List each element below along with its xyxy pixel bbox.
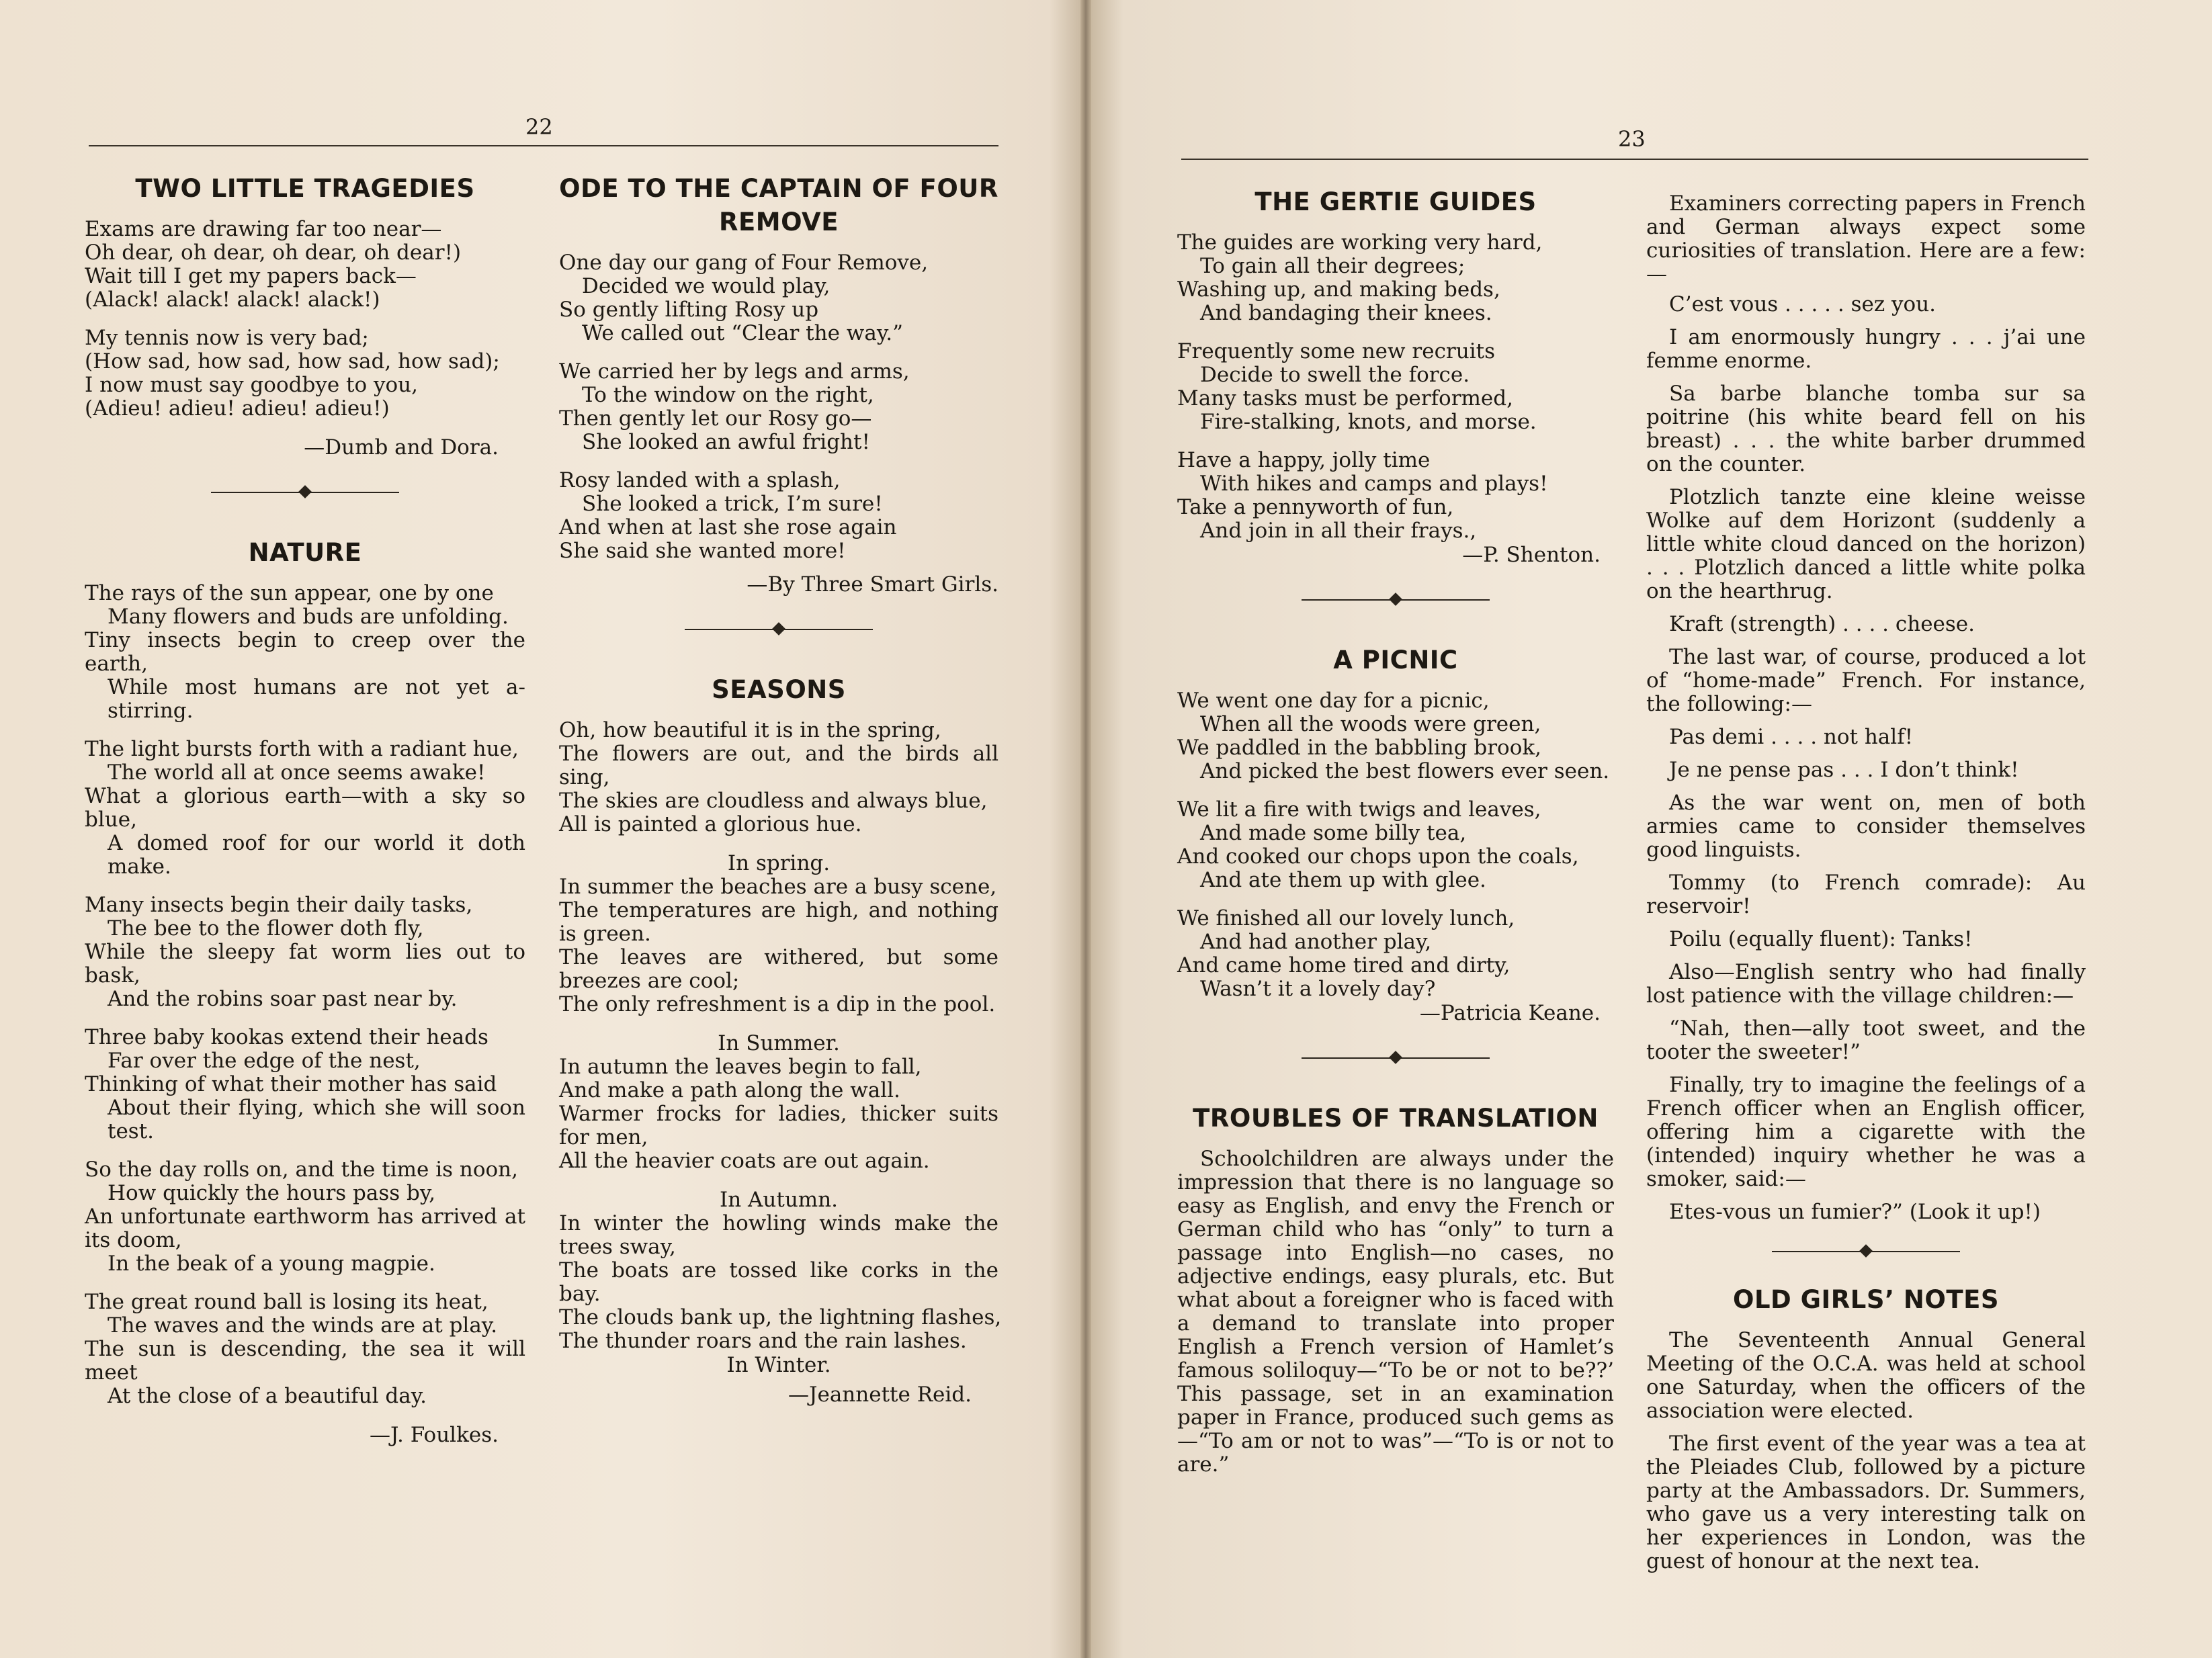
- poem-line: And make a path along the wall.: [559, 1078, 900, 1102]
- stanza: [559, 469, 998, 563]
- paragraph: As the war went on, men of both armies came to consider themselves good linguists.: [1646, 791, 2086, 862]
- poem-line: Many insects begin their daily tasks,: [85, 893, 473, 917]
- section-divider: [211, 482, 399, 503]
- paragraph: Also—English sentry who had finally lost patience with the village children:—: [1646, 960, 2086, 1008]
- poem-line: Wasn’t it a lovely day?: [1200, 977, 1436, 1001]
- season-label: In Winter.: [726, 1353, 831, 1377]
- poem-line: And ate them up with glee.: [1200, 868, 1486, 892]
- poem-line: The rays of the sun appear, one by one: [85, 581, 494, 605]
- poem-line: And when at last she rose again: [559, 515, 897, 539]
- poem-line: All the heavier coats are out again.: [559, 1149, 930, 1173]
- poem-line: We carried her by legs and arms,: [559, 359, 910, 384]
- poem-line: One day our gang of Four Remove,: [559, 251, 929, 275]
- paragraph: Tommy (to French comrade): Au reservoir!: [1646, 871, 2086, 918]
- stanza: [559, 1211, 1002, 1353]
- header-rule-left: [89, 145, 998, 146]
- poem-line: We finished all our lovely lunch,: [1177, 906, 1515, 930]
- poem-line: A domed roof for our world it doth make.: [108, 831, 525, 879]
- poem-line: The world all at once seems awake!: [108, 760, 486, 785]
- poem-line: My tennis now is very bad;: [85, 326, 369, 350]
- poem-line: We lit a fire with twigs and leaves,: [1177, 797, 1541, 822]
- paragraph: The first event of the year was a tea at the Pleiades Club, followed by a picture party at the Ambassadors. Dr. Summers, who gave us a very interesting talk on her experiences in London, was the guest of honour at the next tea.: [1646, 1432, 2086, 1573]
- stanza: [85, 582, 525, 723]
- paragraph: Poilu (equally fluent): Tanks!: [1669, 927, 1973, 951]
- translation-intro: [1177, 1147, 1614, 1477]
- poem-line: And came home tired and dirty,: [1177, 953, 1511, 977]
- stanza: [85, 738, 525, 879]
- poem-line: The temperatures are high, and nothing is green.: [559, 898, 998, 946]
- poem-line: The boats are tossed like corks in the bay.: [559, 1258, 998, 1306]
- poem-line: We went one day for a picnic,: [1177, 689, 1490, 713]
- section-divider: [1302, 1048, 1490, 1068]
- poem-line: The waves and the winds are at play.: [108, 1313, 498, 1338]
- season-label: In Summer.: [718, 1031, 840, 1055]
- season-label: In Autumn.: [719, 1188, 839, 1212]
- poem-line: Frequently some new recruits: [1177, 339, 1495, 363]
- section-divider: [1772, 1241, 1960, 1262]
- poem-line: To gain all their degrees;: [1200, 254, 1465, 278]
- poem-line: And the robins soar past near by.: [108, 987, 458, 1011]
- title-gertie-guides: THE GERTIE GUIDES: [1254, 187, 1537, 216]
- poem-line: While the sleepy fat worm lies out to bask,: [85, 940, 525, 988]
- book-gutter: [1080, 0, 1091, 1658]
- poem-line: Wait till I get my papers back—: [85, 264, 417, 288]
- poem-line: I now must say goodbye to you,: [85, 373, 418, 397]
- author: —By Three Smart Girls.: [747, 572, 998, 597]
- stanza: [559, 360, 998, 454]
- stanza: [85, 1291, 525, 1408]
- paragraph: Kraft (strength) . . . . cheese.: [1669, 612, 1975, 636]
- poem-line: In summer the beaches are a busy scene,: [559, 875, 997, 899]
- paragraph: Finally, try to imagine the feelings of a French officer when an English officer, offering him a cigarette with the (intended) inquiry whether he was a smoker, said:—: [1646, 1073, 2086, 1191]
- stanza: [1177, 798, 1614, 892]
- author: —Jeannette Reid.: [788, 1383, 972, 1407]
- poem-line: Decide to swell the force.: [1200, 363, 1470, 387]
- poem-line: In the beak of a young magpie.: [108, 1252, 435, 1276]
- poem-line: The guides are working very hard,: [1177, 230, 1543, 255]
- poem-line: She looked a trick, I’m sure!: [582, 492, 883, 516]
- poem-line: And join in all their frays.,: [1200, 519, 1477, 543]
- poem-line: Then gently let our Rosy go—: [559, 406, 872, 431]
- stanza: [559, 251, 998, 345]
- poem-line: The thunder roars and the rain lashes.: [559, 1329, 967, 1353]
- poem-line: Three baby kookas extend their heads: [85, 1025, 488, 1049]
- section-divider: [685, 619, 873, 640]
- paragraph: Pas demi . . . . not half!: [1669, 725, 1914, 749]
- stanza: [1177, 449, 1614, 543]
- left-column-2: [559, 172, 1002, 1407]
- stanza: [559, 1055, 998, 1173]
- title-two-little-tragedies: TWO LITTLE TRAGEDIES: [135, 174, 475, 203]
- paragraph: C’est vous . . . . . sez you.: [1669, 292, 1937, 316]
- paragraph: Plotzlich tanzte eine kleine weisse Wolke auf dem Horizont (suddenly a little white cloud danced on the horizon) . . . Plotzlich danced a little white polka on the hearthrug.: [1646, 485, 2086, 603]
- poem-line: The bee to the flower doth fly,: [108, 916, 424, 941]
- title-nature: NATURE: [248, 538, 362, 567]
- poem-line: So gently lifting Rosy up: [559, 298, 819, 322]
- stanza: [85, 893, 525, 1011]
- stanza: [559, 719, 998, 836]
- poem-line: Fire-stalking, knots, and morse.: [1200, 410, 1537, 434]
- section-divider: [1302, 590, 1490, 610]
- poem-line: So the day rolls on, and the time is noon,: [85, 1158, 519, 1182]
- poem-line: (How sad, how sad, how sad, how sad);: [85, 349, 500, 374]
- poem-line: The skies are cloudless and always blue,: [559, 789, 988, 813]
- stanza: [85, 1026, 525, 1143]
- paragraph: “Nah, then—ally toot sweet, and the tooter the sweeter!”: [1646, 1016, 2086, 1064]
- title-seasons: SEASONS: [712, 675, 846, 704]
- paragraph: Schoolchildren are always under the impression that there is no language so easy as English, and envy the French or German child who has “only” to turn a passage into English—no cases, no adjective endings, easy plurals, etc. But what about a foreigner who is faced with a demand to translate into proper English a French version of Hamlet’s famous soliloquy—“To be or not to be??’ This passage, set in an examination paper in France, produced such gems as—“To am or not to was”—“To is or not to are.”: [1177, 1147, 1614, 1477]
- paragraph: The last war, of course, produced a lot of “home-made” French. For instance, the following:—: [1646, 645, 2086, 716]
- stanza: [559, 875, 998, 1016]
- author: —P. Shenton.: [1462, 543, 1601, 567]
- poem-line: The flowers are out, and the birds all sing,: [559, 742, 998, 789]
- author: —Patricia Keane.: [1419, 1001, 1601, 1025]
- stanza: [1177, 907, 1614, 1001]
- author: —J. Foulkes.: [370, 1423, 499, 1447]
- poem-line: How quickly the hours pass by,: [108, 1181, 436, 1205]
- poem-line: In winter the howling winds make the trees sway,: [559, 1211, 998, 1259]
- poem-line: The great round ball is losing its heat,: [85, 1290, 488, 1314]
- author: —Dumb and Dora.: [304, 435, 499, 460]
- poem-line: To the window on the right,: [582, 383, 874, 407]
- stanza: [1177, 231, 1614, 325]
- poem-line: We paddled in the babbling brook,: [1177, 736, 1542, 760]
- poem-line: Oh dear, oh dear, oh dear, oh dear!): [85, 241, 462, 265]
- poem-line: Decided we would play,: [582, 274, 831, 298]
- poem-line: And made some billy tea,: [1200, 821, 1467, 845]
- stanza: [1177, 689, 1614, 783]
- paragraph: I am enormously hungry . . . j’ai une femme enorme.: [1646, 325, 2086, 373]
- stanza: [85, 218, 525, 312]
- poem-line: Warmer frocks for ladies, thicker suits for men,: [559, 1102, 998, 1149]
- poem-line: With hikes and camps and plays!: [1200, 472, 1548, 496]
- right-column-1: [1177, 185, 1614, 1486]
- poem-line: Have a happy, jolly time: [1177, 448, 1431, 472]
- poem-line: Exams are drawing far too near—: [85, 217, 442, 241]
- poem-line: Far over the edge of the nest,: [108, 1049, 421, 1073]
- poem-line: Rosy landed with a splash,: [559, 468, 841, 492]
- poem-line: She said she wanted more!: [559, 539, 846, 563]
- poem-line: And bandaging their knees.: [1200, 301, 1492, 325]
- poem-line: (Adieu! adieu! adieu! adieu!): [85, 396, 390, 421]
- season-label: In spring.: [727, 851, 831, 875]
- poem-line: An unfortunate earthworm has arrived at its doom,: [85, 1205, 525, 1252]
- title-old-girls-notes: OLD GIRLS’ NOTES: [1733, 1285, 1999, 1314]
- poem-line: Many flowers and buds are unfolding.: [108, 605, 509, 629]
- poem-line: At the close of a beautiful day.: [108, 1384, 427, 1408]
- poem-line: Washing up, and making beds,: [1177, 277, 1500, 302]
- header-rule-right: [1181, 159, 2088, 160]
- poem-line: She looked an awful fright!: [582, 430, 870, 454]
- poem-line: All is painted a glorious hue.: [559, 812, 862, 836]
- poem-line: Many tasks must be performed,: [1177, 386, 1513, 410]
- poem-line: In autumn the leaves begin to fall,: [559, 1055, 922, 1079]
- poem-line: The sun is descending, the sea it will meet: [85, 1337, 525, 1385]
- title-a-picnic: A PICNIC: [1333, 646, 1458, 674]
- paragraph: Examiners correcting papers in French and German always expect some curiosities of translation. Here are a few:—: [1646, 191, 2086, 286]
- stanza: [85, 1158, 525, 1276]
- poem-line: The only refreshment is a dip in the pool.: [559, 992, 996, 1016]
- paragraph: Sa barbe blanche tomba sur sa poitrine (his white beard fell on his breast) . . . the white barber drummed on the counter.: [1646, 382, 2086, 476]
- poem-line: When all the woods were green,: [1200, 712, 1541, 736]
- left-column-1: [85, 172, 525, 1447]
- poem-line: The leaves are withered, but some breezes are cool;: [559, 945, 998, 993]
- poem-line: We called out “Clear the way.”: [582, 321, 903, 345]
- paragraph: The Seventeenth Annual General Meeting of the O.C.A. was held at school one Saturday, when the officers of the association were elected.: [1646, 1328, 2086, 1423]
- title-ode-captain: ODE TO THE CAPTAIN OF FOUR REMOVE: [559, 174, 998, 236]
- page-number-right: 23: [1618, 126, 1646, 152]
- poem-line: And picked the best flowers ever seen.: [1200, 759, 1610, 783]
- page-number-left: 22: [525, 114, 553, 140]
- poem-line: Thinking of what their mother has said: [85, 1072, 497, 1096]
- poem-line: (Alack! alack! alack! alack!): [85, 288, 380, 312]
- stanza: [1177, 340, 1614, 434]
- paragraph: Etes-vous un fumier?” (Look it up!): [1669, 1200, 2041, 1224]
- poem-line: Tiny insects begin to creep over the earth,: [85, 628, 525, 676]
- poem-line: And cooked our chops upon the coals,: [1177, 844, 1579, 869]
- right-column-2: [1646, 192, 2086, 1583]
- poem-line: The light bursts forth with a radiant hue,: [85, 737, 519, 761]
- poem-line: About their flying, which she will soon test.: [108, 1096, 525, 1143]
- paragraph: Je ne pense pas . . . I don’t think!: [1669, 758, 2019, 782]
- poem-line: Oh, how beautiful it is in the spring,: [559, 718, 941, 742]
- title-troubles-translation: TROUBLES OF TRANSLATION: [1193, 1104, 1599, 1133]
- poem-line: And had another play,: [1200, 930, 1432, 954]
- poem-line: While most humans are not yet a-stirring.: [108, 675, 525, 723]
- poem-line: Take a pennyworth of fun,: [1177, 495, 1454, 519]
- poem-line: The clouds bank up, the lightning flashes,: [559, 1305, 1002, 1329]
- poem-line: What a glorious earth—with a sky so blue,: [85, 784, 525, 832]
- stanza: [85, 326, 525, 421]
